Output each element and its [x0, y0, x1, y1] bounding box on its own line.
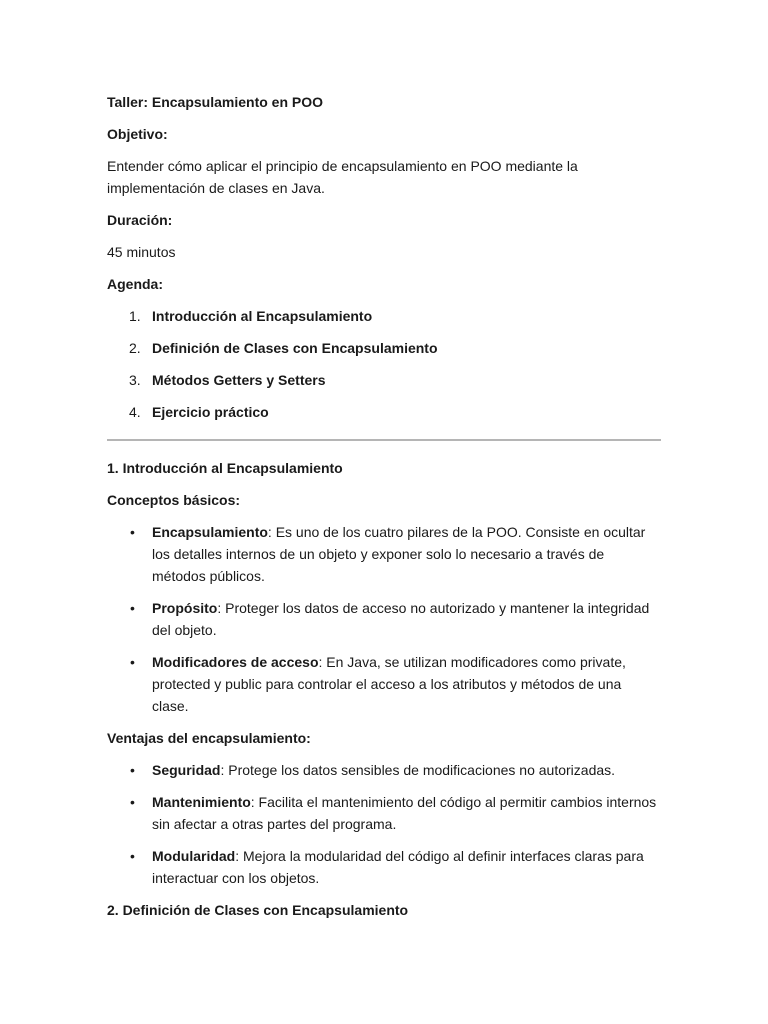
section-divider: [107, 439, 661, 441]
agenda-item: [107, 337, 661, 359]
concept-desc: : Es uno de los cuatro pilares de la POO. Consiste en ocultar los detalles internos de un objeto y exponer solo lo necesario a través de métodos públicos.: [152, 524, 646, 584]
list-item: [107, 521, 661, 587]
agenda-item: [107, 401, 661, 423]
bullet-icon: •: [130, 524, 135, 540]
agenda-item-number: 1.: [129, 308, 141, 324]
advantage-desc: : Facilita el mantenimiento del código al permitir cambios internos sin afectar a otras partes del programa.: [152, 794, 657, 832]
concepts-list: [107, 521, 661, 717]
objective-label: Objetivo:: [107, 126, 168, 142]
concepts-label: Conceptos básicos:: [107, 492, 241, 508]
bullet-icon: •: [130, 762, 135, 778]
agenda-item-number: 4.: [129, 404, 141, 420]
bullet-icon: •: [130, 848, 135, 864]
list-item: [107, 651, 661, 717]
objective-text: Entender cómo aplicar el principio de encapsulamiento en POO mediante la implementación de clases en Java.: [107, 158, 578, 196]
advantage-term: Modularidad: [152, 848, 236, 864]
duration-text: 45 minutos: [107, 244, 176, 260]
agenda-item-text: Introducción al Encapsulamiento: [152, 308, 373, 324]
agenda-list: [107, 305, 661, 423]
duration-label: Duración:: [107, 212, 173, 228]
advantage-desc: : Mejora la modularidad del código al definir interfaces claras para interactuar con los objetos.: [152, 848, 644, 886]
document-title: Taller: Encapsulamiento en POO: [107, 94, 324, 110]
section1-heading: 1. Introducción al Encapsulamiento: [107, 460, 343, 476]
bullet-icon: •: [130, 654, 135, 670]
advantage-term: Seguridad: [152, 762, 221, 778]
agenda-item: [107, 305, 661, 327]
advantage-term: Mantenimiento: [152, 794, 251, 810]
concept-desc: : Proteger los datos de acceso no autorizado y mantener la integridad del objeto.: [152, 600, 650, 638]
agenda-item-number: 2.: [129, 340, 141, 356]
agenda-label: Agenda:: [107, 276, 163, 292]
concept-desc: : En Java, se utilizan modificadores como private, protected y public para controlar el acceso a los atributos y métodos de una clase.: [152, 654, 626, 714]
concept-term: Propósito: [152, 600, 218, 616]
bullet-icon: •: [130, 794, 135, 810]
list-item: [107, 759, 661, 781]
advantages-list: [107, 759, 661, 889]
agenda-item-number: 3.: [129, 372, 141, 388]
list-item: [107, 845, 661, 889]
list-item: [107, 597, 661, 641]
advantages-label: Ventajas del encapsulamiento:: [107, 730, 311, 746]
section2-heading: 2. Definición de Clases con Encapsulamiento: [107, 902, 409, 918]
bullet-icon: •: [130, 600, 135, 616]
advantage-desc: : Protege los datos sensibles de modificaciones no autorizadas.: [220, 762, 616, 778]
agenda-item-text: Métodos Getters y Setters: [152, 372, 326, 388]
concept-term: Modificadores de acceso: [152, 654, 319, 670]
agenda-item-text: Ejercicio práctico: [152, 404, 269, 420]
list-item: [107, 791, 661, 835]
agenda-item: [107, 369, 661, 391]
concept-term: Encapsulamiento: [152, 524, 268, 540]
agenda-item-text: Definición de Clases con Encapsulamiento: [152, 340, 438, 356]
